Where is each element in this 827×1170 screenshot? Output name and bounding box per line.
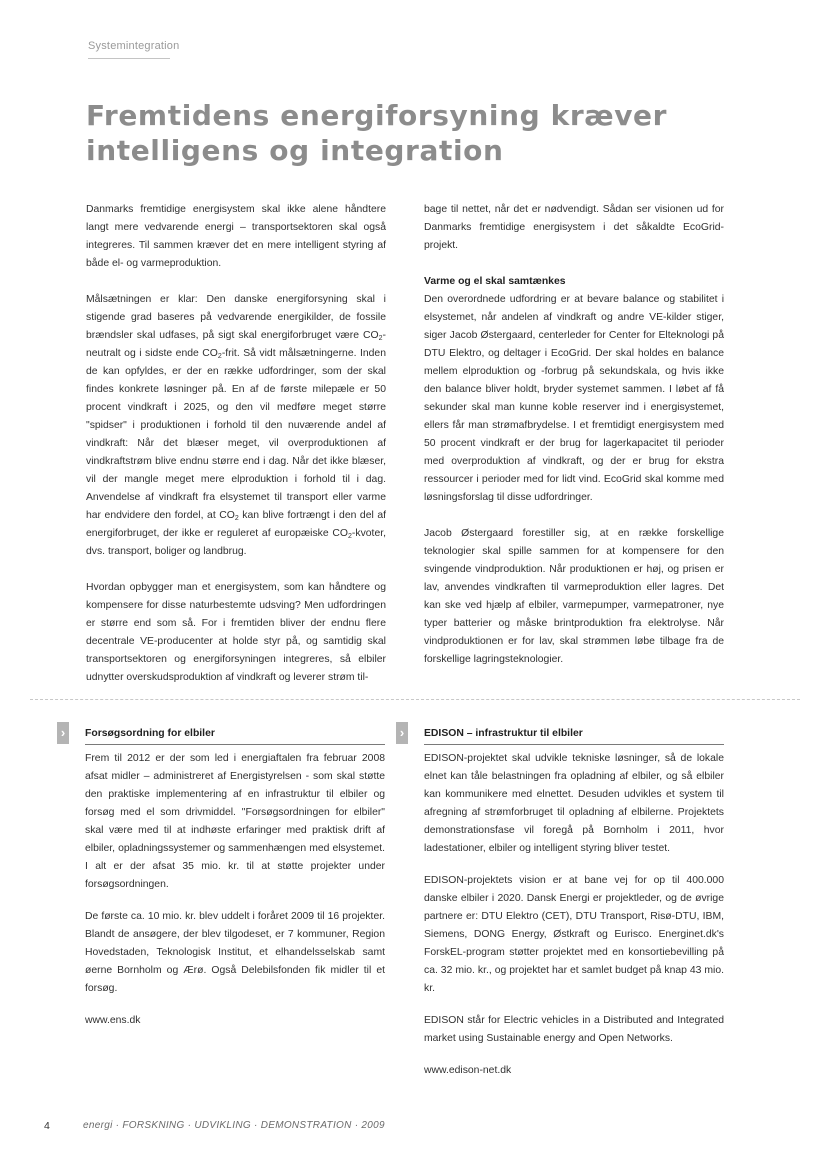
section-divider	[30, 699, 800, 700]
paragraph-balance: Den overordnede udfordring er at bevare balance og stabilitet i elsystemet, når andelen af vindkraft og andre VE-kilder stiger, siger Jacob Østergaard, centerleder for Center for Elteknologi på DTU Elektro, og deltager i EcoGrid. Der skal holdes en balance mellem elproduktion og -forbrug på sekundskala, og hvis ikke den balance bliver holdt, bryder systemet sammen. I løbet af få sekunder skal man kunne koble reserver ind i energisystemet, ellers får man strømafbrydelse. I et fremtidigt energisystem med 50 procent vindkraft er der brug for lagerkapacitet til perioder med overproduktion af vindkraft, og der er brug for ekstra ressourcer i perioder med for lidt vind. EcoGrid skal komme med løsningsforslag til disse udfordringer.	[424, 294, 724, 503]
paragraph-goals-text-4: kan blive fortrængt i den del af energiforbruget, der ikke er reguleret af europæiske CO	[86, 510, 386, 539]
info-box-title: Forsøgsordning for elbiler	[85, 724, 385, 745]
paragraph-goals-text-5: -kvoter, dvs. transport, boliger og landbrug.	[86, 528, 386, 557]
chevron-right-icon: ›	[57, 722, 69, 744]
info-box-edison	[424, 724, 724, 1094]
info-box-paragraph: EDISON-projektets vision er at bane vej for op til 400.000 danske elbiler i 2020. Dansk Energi er projektleder, og de øvrige partnere er: DTU Elektro (CET), DTU Transport, Risø-DTU, IBM, Siemens, DONG Energy, Østkraft og Eurisco. Energinet.dk's ForskEL-program støtter projektet med en konsortiebevilling på ca. 32 mio. kr., og projektet har et samlet budget på knap 43 mio. kr.	[424, 875, 724, 994]
co2-subscript: 2	[217, 353, 222, 360]
co2-subscript: 2	[378, 335, 383, 342]
page-title-line-2: intelligens og integration	[86, 134, 504, 167]
page-number: 4	[44, 1120, 50, 1132]
info-box-link[interactable]: www.ens.dk	[85, 1015, 141, 1026]
info-box-link[interactable]: www.edison-net.dk	[424, 1065, 512, 1076]
paragraph-intro: Danmarks fremtidige energisystem skal ikke alene håndtere langt mere vedvarende energi – transportsektoren skal også integreres. Til sammen kræver det en mere intelligent styring af både el- og varmeproduktion.	[86, 204, 386, 269]
chevron-right-icon: ›	[396, 722, 408, 744]
paragraph-goals	[86, 291, 386, 561]
co2-subscript: 2	[348, 533, 352, 540]
paragraph-goals-text-3: -frit. Så vidt målsætningerne. Inden de kan opfyldes, er der en række udfordringer, som der skal findes konkrete løsninger på. En af de første milepæle er 50 procent vindkraft i 2025, og den vil medføre meget større "spidser" i produktionen i forhold til den nuværende andel af vindkraft: Når det blæser meget, vil overproduktionen af vindkraftstrøm blive endnu større end i dag. Når det ikke blæser, vil der mangle meget mere elproduktion i forhold til i dag. Anvendelse af vindkraft fra elsystemet til transport eller varme har endvidere den fordel, at CO	[86, 348, 386, 521]
article-column-right	[424, 201, 724, 687]
co2-subscript: 2	[234, 515, 239, 522]
info-box-title: EDISON – infrastruktur til elbiler	[424, 724, 724, 745]
info-box-forsoegsordning	[85, 724, 385, 1044]
page-title-line-1: Fremtidens energiforsyning kræver	[86, 99, 668, 132]
paragraph-technologies: Jacob Østergaard forestiller sig, at en række forskellige teknologier skal spille sammen for at kompensere for den svingende vindproduktion. Når produktionen er høj, og prisen er lav, anvendes vindkraften til varmeproduktion eller lagres. Det kan ske ved hjælp af elbiler, varmepumper, varmepatroner, nye typer batterier og måske brintproduktion fra elektrolyse. Når vindproduktionen er for lav, skal strømmen løbe tilbage fra de forskellige lagringsteknologier.	[424, 528, 724, 665]
info-box-paragraph: De første ca. 10 mio. kr. blev uddelt i foråret 2009 til 16 projekter. Blandt de ansøgere, der blev tilgodeset, er 7 kommuner, Region Hovedstaden, Teknologisk Institut, et elhandelsselskab samt øerne Bornholm og Ærø. Også Delebilsfonden fik midler til et forsøg.	[85, 911, 385, 994]
section-label: Systemintegration	[88, 40, 180, 52]
paragraph-vision: bage til nettet, når det er nødvendigt. Sådan ser visionen ud for Danmarks fremtidige energisystem i det såkaldte EcoGrid-projekt.	[424, 204, 724, 251]
footer-publication: energi · FORSKNING · UDVIKLING · DEMONSTRATION · 2009	[83, 1120, 385, 1131]
paragraph-challenge: Hvordan opbygger man et energisystem, som kan håndtere og kompensere for disse naturbestemte udsving? Men udfordringen er større end som så. For i fremtiden bliver der endnu flere decentrale VE-producenter at holde styr på, og samtidig skal transportsektoren og energiforsyningen integreres, så elbiler udnytter overskudsproduktion af vindkraft og leverer strøm til-	[86, 582, 386, 683]
info-box-paragraph: EDISON-projektet skal udvikle tekniske løsninger, så de lokale elnet kan tåle belastningen fra opladning af elbiler, og så elbiler kan kommunikere med elnettet. Desuden udvikles et system til afregning af strømforbruget til opladning af elbilerne. Projektets demonstrationsfase vil foregå på Bornholm i 2011, hvor ladestationer, elbiler og intelligent styring bliver testet.	[424, 753, 724, 854]
subheading: Varme og el skal samtænkes	[424, 276, 566, 287]
page-title	[86, 98, 726, 168]
paragraph-goals-text-2: -neutralt og i sidste ende CO	[86, 330, 386, 359]
article-column-left	[86, 201, 386, 705]
info-box-paragraph: Frem til 2012 er der som led i energiaftalen fra februar 2008 afsat midler – administreret af Energistyrelsen - som skal støtte den praktiske implementering af en infrastruktur til elbiler og forsøg med el som drivmiddel. "Forsøgsordningen for elbiler" skal være med til at indhøste erfaringer med praktisk drift af elbiler, opladningssystemer og sammenhængen med elsystemet. I alt er der afsat 35 mio. kr. til at støtte projekter under forsøgsordningen.	[85, 753, 385, 890]
section-label-underline	[88, 58, 170, 59]
info-box-paragraph: EDISON står for Electric vehicles in a Distributed and Integrated market using Sustainable energy and Open Networks.	[424, 1015, 724, 1044]
paragraph-goals-text-1: Målsætningen er klar: Den danske energiforsyning skal i stigende grad baseres på vedvarende energikilder, de fossile brændsler skal udfases, på sigt skal energiforbruget være CO	[86, 294, 386, 341]
